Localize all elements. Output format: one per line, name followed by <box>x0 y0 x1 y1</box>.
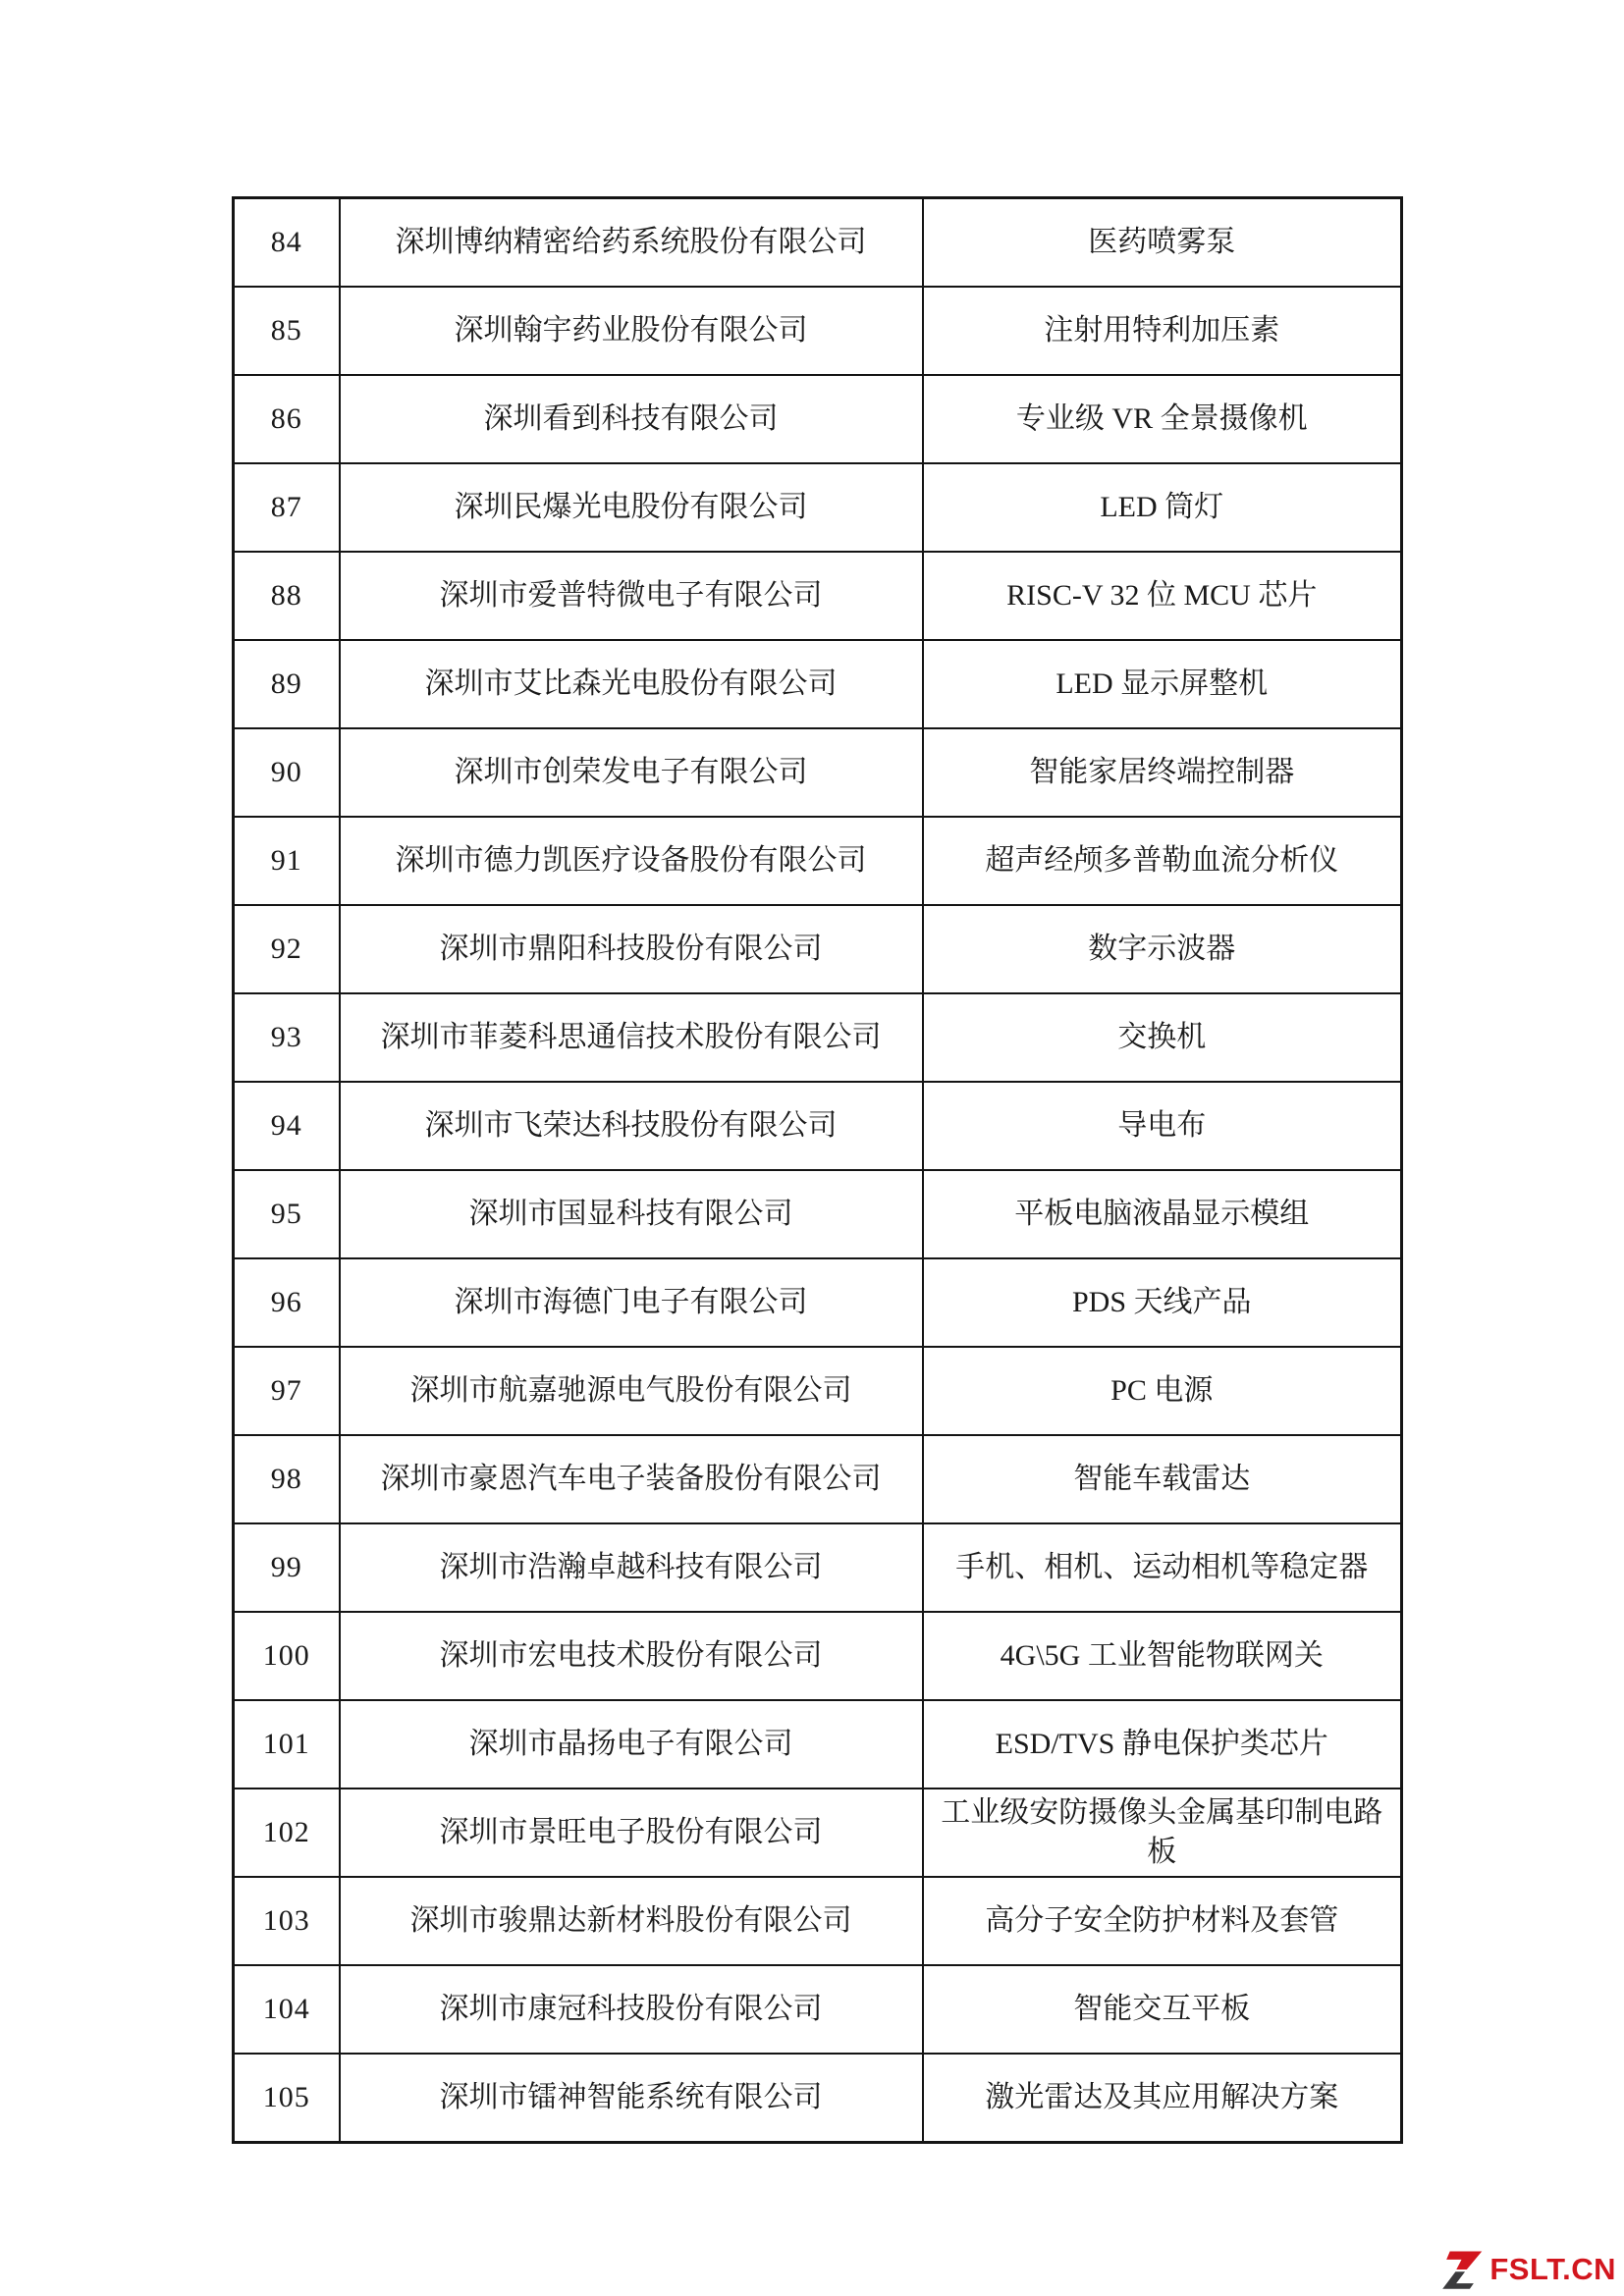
row-number-cell: 101 <box>234 1700 340 1789</box>
row-number-cell: 86 <box>234 375 340 463</box>
product-name-cell: 4G\5G 工业智能物联网关 <box>923 1612 1402 1700</box>
table-row <box>234 1258 1402 1347</box>
product-name-cell: PDS 天线产品 <box>923 1258 1402 1347</box>
product-name-cell: 手机、相机、运动相机等稳定器 <box>923 1523 1402 1612</box>
row-number-cell: 98 <box>234 1435 340 1523</box>
company-name-cell: 深圳民爆光电股份有限公司 <box>340 463 923 552</box>
table-row <box>234 1965 1402 2054</box>
row-number-cell: 104 <box>234 1965 340 2054</box>
table-row <box>234 2054 1402 2143</box>
row-number-cell: 90 <box>234 728 340 817</box>
product-name-cell: 智能交互平板 <box>923 1965 1402 2054</box>
table-row <box>234 287 1402 375</box>
company-name-cell: 深圳市浩瀚卓越科技有限公司 <box>340 1523 923 1612</box>
row-number-cell: 100 <box>234 1612 340 1700</box>
table-row <box>234 1435 1402 1523</box>
product-name-cell: 工业级安防摄像头金属基印制电路板 <box>923 1789 1402 1877</box>
row-number-cell: 89 <box>234 640 340 728</box>
product-name-cell: 激光雷达及其应用解决方案 <box>923 2054 1402 2143</box>
product-name-cell: 导电布 <box>923 1082 1402 1170</box>
row-number-cell: 105 <box>234 2054 340 2143</box>
product-name-cell: 专业级 VR 全景摄像机 <box>923 375 1402 463</box>
product-name-cell: LED 显示屏整机 <box>923 640 1402 728</box>
product-name-cell: 智能家居终端控制器 <box>923 728 1402 817</box>
company-name-cell: 深圳市骏鼎达新材料股份有限公司 <box>340 1877 923 1965</box>
table-row <box>234 1523 1402 1612</box>
row-number-cell: 88 <box>234 552 340 640</box>
product-name-cell: 平板电脑液晶显示模组 <box>923 1170 1402 1258</box>
company-name-cell: 深圳市德力凯医疗设备股份有限公司 <box>340 817 923 905</box>
table-row <box>234 1082 1402 1170</box>
row-number-cell: 85 <box>234 287 340 375</box>
product-name-cell: RISC-V 32 位 MCU 芯片 <box>923 552 1402 640</box>
product-name-cell: 超声经颅多普勒血流分析仪 <box>923 817 1402 905</box>
fslt-watermark <box>1440 2248 1616 2291</box>
row-number-cell: 93 <box>234 993 340 1082</box>
company-name-cell: 深圳市艾比森光电股份有限公司 <box>340 640 923 728</box>
company-name-cell: 深圳市镭神智能系统有限公司 <box>340 2054 923 2143</box>
table-row <box>234 817 1402 905</box>
product-name-cell: 智能车载雷达 <box>923 1435 1402 1523</box>
company-name-cell: 深圳市爱普特微电子有限公司 <box>340 552 923 640</box>
company-name-cell: 深圳市豪恩汽车电子装备股份有限公司 <box>340 1435 923 1523</box>
company-name-cell: 深圳市鼎阳科技股份有限公司 <box>340 905 923 993</box>
row-number-cell: 84 <box>234 198 340 288</box>
row-number-cell: 99 <box>234 1523 340 1612</box>
table-row <box>234 1877 1402 1965</box>
fslt-watermark-text: FSLT.CN <box>1489 2252 1616 2286</box>
table-row <box>234 1612 1402 1700</box>
table-row <box>234 198 1402 288</box>
row-number-cell: 95 <box>234 1170 340 1258</box>
table-body <box>234 198 1402 2143</box>
company-name-cell: 深圳市创荣发电子有限公司 <box>340 728 923 817</box>
product-name-cell: 医药喷雾泵 <box>923 198 1402 288</box>
product-name-cell: 高分子安全防护材料及套管 <box>923 1877 1402 1965</box>
table-row <box>234 1347 1402 1435</box>
table-row <box>234 993 1402 1082</box>
company-name-cell: 深圳市国显科技有限公司 <box>340 1170 923 1258</box>
row-number-cell: 96 <box>234 1258 340 1347</box>
row-number-cell: 97 <box>234 1347 340 1435</box>
row-number-cell: 91 <box>234 817 340 905</box>
company-name-cell: 深圳市菲菱科思通信技术股份有限公司 <box>340 993 923 1082</box>
product-name-cell: ESD/TVS 静电保护类芯片 <box>923 1700 1402 1789</box>
company-name-cell: 深圳市晶扬电子有限公司 <box>340 1700 923 1789</box>
table-row <box>234 905 1402 993</box>
row-number-cell: 94 <box>234 1082 340 1170</box>
company-name-cell: 深圳看到科技有限公司 <box>340 375 923 463</box>
product-name-cell: 数字示波器 <box>923 905 1402 993</box>
table-row <box>234 552 1402 640</box>
table-row <box>234 640 1402 728</box>
table-row <box>234 1700 1402 1789</box>
table-row <box>234 1789 1402 1877</box>
table-row <box>234 728 1402 817</box>
company-name-cell: 深圳市航嘉驰源电气股份有限公司 <box>340 1347 923 1435</box>
fslt-z-logo-icon <box>1440 2248 1484 2291</box>
table-row <box>234 375 1402 463</box>
table-row <box>234 463 1402 552</box>
product-name-cell: 交换机 <box>923 993 1402 1082</box>
company-name-cell: 深圳市海德门电子有限公司 <box>340 1258 923 1347</box>
table-row <box>234 1170 1402 1258</box>
product-name-cell: PC 电源 <box>923 1347 1402 1435</box>
company-name-cell: 深圳市景旺电子股份有限公司 <box>340 1789 923 1877</box>
row-number-cell: 87 <box>234 463 340 552</box>
company-name-cell: 深圳翰宇药业股份有限公司 <box>340 287 923 375</box>
company-name-cell: 深圳博纳精密给药系统股份有限公司 <box>340 198 923 288</box>
product-name-cell: LED 筒灯 <box>923 463 1402 552</box>
row-number-cell: 102 <box>234 1789 340 1877</box>
row-number-cell: 103 <box>234 1877 340 1965</box>
product-name-cell: 注射用特利加压素 <box>923 287 1402 375</box>
company-name-cell: 深圳市飞荣达科技股份有限公司 <box>340 1082 923 1170</box>
row-number-cell: 92 <box>234 905 340 993</box>
company-name-cell: 深圳市宏电技术股份有限公司 <box>340 1612 923 1700</box>
company-name-cell: 深圳市康冠科技股份有限公司 <box>340 1965 923 2054</box>
company-product-table <box>232 196 1403 2144</box>
